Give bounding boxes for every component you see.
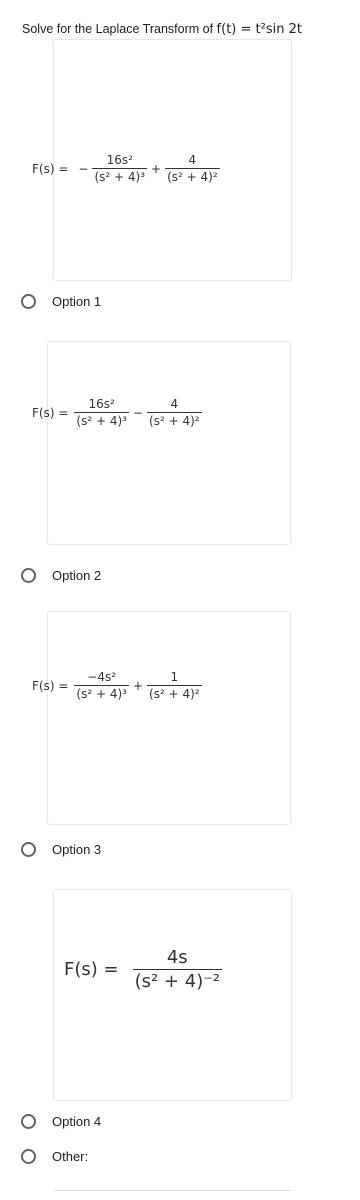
equation-operator: + (132, 678, 144, 693)
question-text (22, 22, 352, 37)
option-label: Option 2 (52, 568, 102, 583)
option-other-choice[interactable] (21, 1149, 88, 1164)
option-label: Option 4 (52, 1114, 102, 1129)
fraction-denominator: (s² + 4)² (149, 687, 200, 701)
radio-button[interactable] (21, 842, 36, 857)
fraction-term-1 (74, 670, 129, 701)
option-4-choice[interactable] (21, 1114, 101, 1129)
option-label: Option 1 (52, 294, 102, 309)
equation-operator: − (132, 405, 144, 420)
radio-button[interactable] (21, 1114, 36, 1129)
fraction-numerator: 4s (166, 947, 188, 968)
fraction-numerator: 16s² (106, 153, 133, 167)
equation-lhs: F(s) = (64, 959, 119, 980)
fraction-denominator: (s² + 4)² (149, 414, 200, 428)
radio-button[interactable] (21, 568, 36, 583)
question-prefix: Solve for the Laplace Transform of (22, 22, 217, 36)
other-text-underline (54, 1190, 291, 1191)
option-2-choice[interactable] (21, 568, 101, 583)
fraction-term-1 (74, 397, 129, 428)
fraction-denominator: (s² + 4)³ (76, 414, 127, 428)
fraction-term-2 (147, 397, 202, 428)
fraction-term-2 (147, 670, 202, 701)
option-4-equation (64, 947, 222, 992)
option-3-image (32, 612, 290, 824)
equation-lhs: F(s) = (32, 405, 69, 420)
radio-button[interactable] (21, 1149, 36, 1164)
fraction-denominator: (s² + 4)³ (94, 170, 146, 184)
option-label: Other: (52, 1149, 89, 1164)
fraction-denominator: (s² + 4)² (167, 170, 218, 184)
option-3-choice[interactable] (21, 842, 101, 857)
option-3-equation (32, 670, 202, 701)
fraction-numerator: 16s² (88, 397, 115, 411)
question-function: f(t) = t²sin 2t (216, 22, 302, 37)
equation-lhs: F(s) = (32, 161, 69, 176)
fraction-numerator: 4 (188, 153, 197, 167)
fraction-numerator: 4 (170, 397, 179, 411)
radio-button[interactable] (21, 294, 36, 309)
fraction-term-1 (133, 947, 222, 992)
fraction-denominator: (s² + 4)⁻² (134, 971, 220, 992)
option-2-image (32, 342, 290, 544)
option-1-choice[interactable] (21, 294, 101, 309)
equation-lead-sign: − (78, 161, 89, 176)
equation-lhs: F(s) = (32, 678, 69, 693)
option-1-image (32, 40, 291, 280)
option-2-equation (32, 397, 202, 428)
fraction-denominator: (s² + 4)³ (76, 687, 127, 701)
equation-operator: + (151, 161, 162, 176)
fraction-term-1 (92, 153, 147, 184)
fraction-numerator: 1 (170, 670, 179, 684)
option-1-equation (32, 153, 220, 184)
fraction-term-2 (165, 153, 220, 184)
option-4-image (54, 890, 291, 1100)
option-label: Option 3 (52, 842, 102, 857)
fraction-numerator: −4s² (87, 670, 117, 684)
